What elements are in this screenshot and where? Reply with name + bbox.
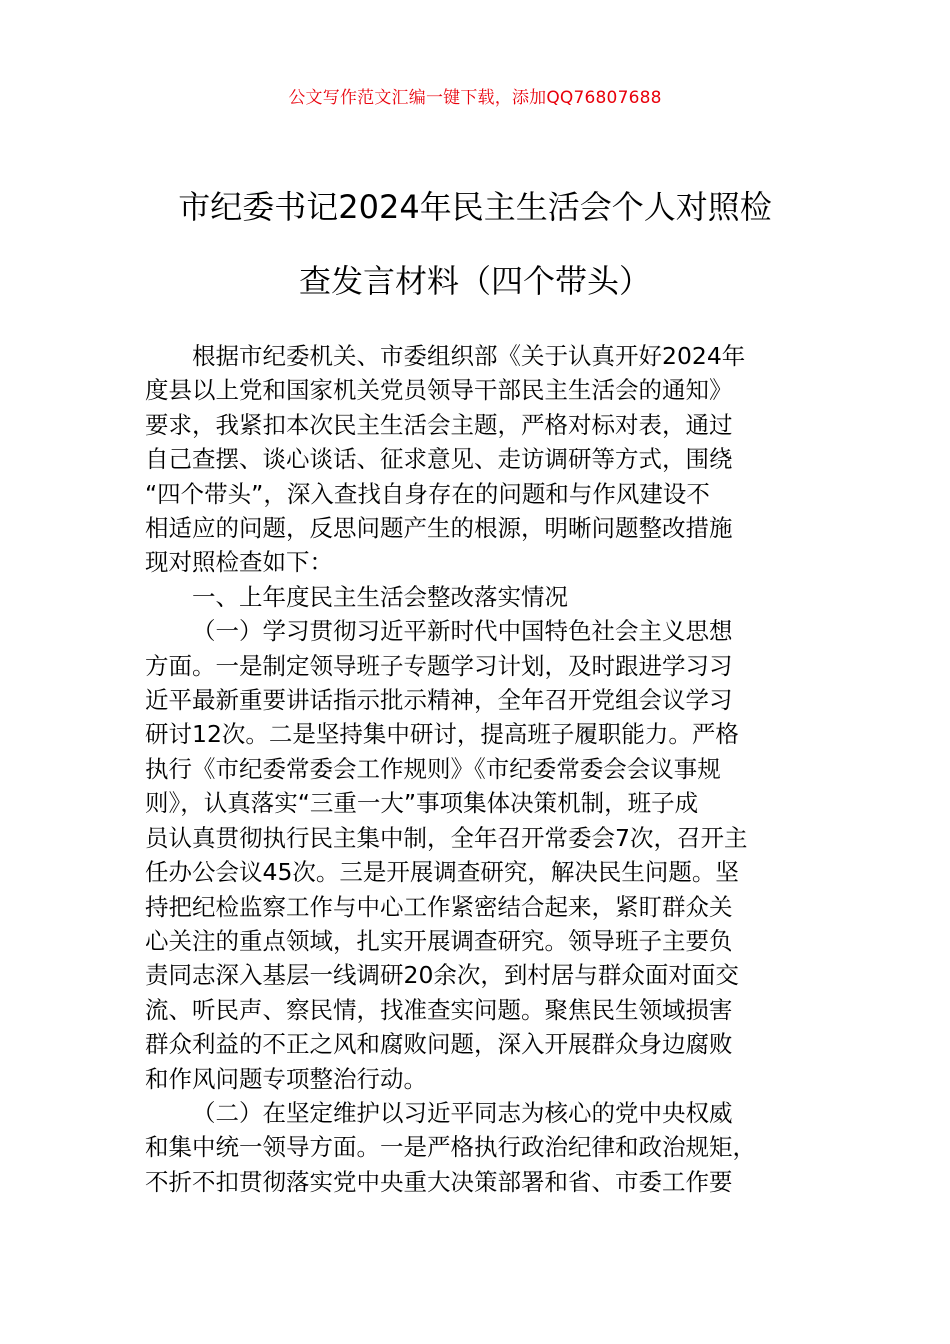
text-line: 相适应的问题，反思问题产生的根源，明晰问题整改措施 [145, 514, 733, 543]
text-line: “四个带头”，深入查找自身存在的问题和与作风建设不 [145, 479, 710, 508]
section-heading [145, 580, 807, 614]
title-line-1: 市纪委书记2024年民主生活会个人对照检 [178, 188, 772, 226]
text-line: 和集中统一领导方面。一是严格执行政治纪律和政治规矩， [145, 1133, 756, 1162]
text-line: 责同志深入基层一线调研20余次，到村居与群众面对面交 [145, 961, 739, 990]
paragraph-item-2 [145, 1096, 807, 1199]
text-line: 不折不扣贯彻落实党中央重大决策部署和省、市委工作要 [145, 1167, 733, 1196]
text-line: 心关注的重点领域，扎实开展调查研究。领导班子主要负 [145, 926, 733, 955]
text-line: 持把纪检监察工作与中心工作紧密结合起来，紧盯群众关 [145, 892, 733, 921]
text-line: 流、听民声、察民情，找准查实问题。聚焦民生领域损害 [145, 995, 733, 1024]
text-line: （二）在坚定维护以习近平同志为核心的党中央权威 [192, 1098, 733, 1127]
heading-text: 一、上年度民主生活会整改落实情况 [192, 582, 568, 611]
text-line: 群众利益的不正之风和腐败问题，深入开展群众身边腐败 [145, 1030, 733, 1059]
paragraph-item-1 [145, 614, 807, 1096]
text-line: 度县以上党和国家机关党员领导干部民主生活会的通知》 [145, 376, 733, 405]
document-body [145, 339, 807, 1199]
text-line: 任办公会议45次。三是开展调查研究，解决民生问题。坚 [145, 858, 739, 887]
text-line: 要求，我紧扣本次民主生活会主题，严格对标对表，通过 [145, 410, 733, 439]
text-line: 执行《市纪委常委会工作规则》《市纪委常委会会议事规 [145, 754, 721, 783]
text-line: 自己查摆、谈心谈话、征求意见、走访调研等方式，围绕 [145, 445, 733, 474]
text-line: 近平最新重要讲话指示批示精神，全年召开党组会议学习 [145, 686, 733, 715]
text-line: 现对照检查如下： [145, 548, 333, 577]
title-line-2: 查发言材料（四个带头） [298, 262, 651, 300]
text-line: 则》，认真落实“三重一大”事项集体决策机制，班子成 [145, 789, 699, 818]
text-line: 和作风问题专项整治行动。 [145, 1064, 427, 1093]
download-banner[interactable]: 公文写作范文汇编一键下载，添加QQ76807688 [288, 88, 662, 108]
text-line: 研讨12次。二是坚持集中研讨，提高班子履职能力。严格 [145, 720, 739, 749]
text-line: 员认真贯彻执行民主集中制，全年召开常委会7次，召开主 [145, 823, 748, 852]
paragraph-intro [145, 339, 807, 580]
document-title [100, 170, 850, 318]
text-line: （一）学习贯彻习近平新时代中国特色社会主义思想 [192, 617, 733, 646]
text-line: 根据市纪委机关、市委组织部《关于认真开好2024年 [192, 342, 746, 370]
text-line: 方面。一是制定领导班子专题学习计划，及时跟进学习习 [145, 651, 733, 680]
